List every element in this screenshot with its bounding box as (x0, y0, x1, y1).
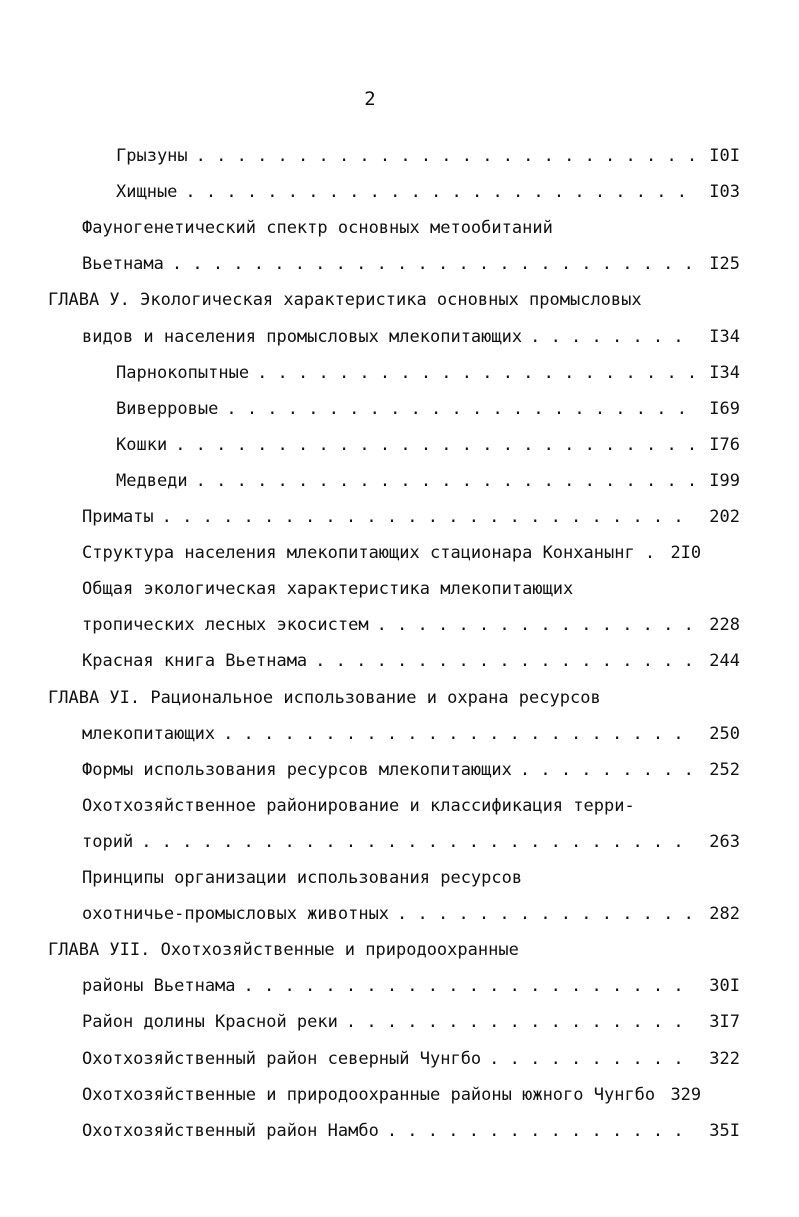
toc-entry (82, 1041, 740, 1077)
toc-entry-title: Приматы (82, 507, 154, 527)
toc-entry-page: 329 (670, 1084, 702, 1105)
toc-leader-dots (520, 752, 694, 788)
toc-entry-title: Общая экологическая характеристика млекопитающих (82, 579, 574, 600)
toc-entry-title: Структура населения млекопитающих стационара Конханынг . (82, 543, 656, 564)
toc-entry-title: ГЛАВА УII. Охотхозяйственные и природоохранные (48, 940, 519, 961)
toc-entry-page: 35I (709, 1120, 740, 1141)
toc-leader-dots (196, 138, 694, 174)
toc-entry-title: Хищные (116, 182, 178, 203)
toc-entry-page: I34 (709, 326, 740, 347)
toc-entry (48, 932, 740, 968)
toc-entry-title: Охотхозяйственные и природоохранные районы южного Чунгбо (82, 1084, 656, 1105)
toc-entry-title: ГЛАВА УI. Рациональное использование и охрана ресурсов (48, 687, 601, 708)
toc-entry-title: Парнокопытные (116, 362, 250, 383)
toc-leader-dots (257, 355, 694, 391)
toc-entry-title: Красная книга Вьетнама (82, 651, 308, 672)
toc-entry-page: 228 (709, 615, 740, 636)
toc-entry (82, 607, 740, 643)
toc-entry-title: Охотхозяйственный район Намбо (82, 1120, 379, 1141)
toc-entry (82, 1077, 740, 1113)
toc-entry (82, 752, 740, 788)
toc-entry-title: охотничье-промысловых животных (82, 904, 390, 925)
toc-entry-title: млекопитающих (82, 723, 216, 744)
toc-entry-page: 202 (709, 507, 740, 527)
toc-entry (48, 680, 740, 716)
toc-entry-title: Принципы организации использования ресурсов (82, 868, 523, 888)
toc-entry-page: 322 (709, 1048, 740, 1069)
toc-entry-page: 3I7 (709, 1012, 740, 1033)
toc-entry-page: 263 (709, 831, 740, 852)
toc-entry-page: I03 (709, 182, 740, 203)
toc-leader-dots (223, 716, 694, 752)
toc-entry (82, 535, 740, 571)
toc-leader-dots (162, 499, 694, 535)
toc-entry (82, 896, 740, 932)
toc-entry (116, 463, 740, 499)
toc-entry (82, 716, 740, 752)
toc-entry (116, 427, 740, 463)
toc-entry-title: Виверровые (116, 398, 219, 419)
toc-entry-title: Охотхозяйственное районирование и классификация терри- (82, 795, 635, 816)
toc-entry (116, 355, 740, 391)
toc-entry-page: I99 (709, 470, 740, 491)
toc-entry (116, 138, 740, 174)
toc-leader-dots (397, 896, 694, 932)
toc-entry-page: 252 (709, 759, 740, 780)
toc-leader-dots (346, 1004, 694, 1040)
toc-leader-dots (185, 174, 694, 210)
toc-entry-title: Медведи (116, 470, 188, 491)
toc-entry (82, 968, 740, 1004)
toc-entry-page: 30I (709, 976, 740, 997)
toc-entry (116, 174, 740, 210)
toc-entry-page: I76 (709, 434, 740, 455)
toc-entry-page: 2I0 (670, 543, 702, 564)
toc-entry (116, 391, 740, 427)
toc-entry-page: 244 (709, 651, 740, 672)
toc-entry-page: 250 (709, 723, 740, 744)
toc-entry (82, 319, 740, 355)
toc-entry-title: Фауногенетический спектр основных метообитаний (82, 218, 553, 239)
toc-entry-title: ГЛАВА У. Экологическая характеристика основных промысловых (48, 290, 642, 311)
toc-entry (82, 499, 740, 535)
toc-entry-title: Грызуны (116, 146, 188, 166)
toc-entry (82, 210, 740, 246)
toc-entry-title: видов и населения промысловых млекопитающих (82, 326, 523, 347)
toc-entry (82, 643, 740, 679)
toc-leader-dots (172, 246, 694, 282)
toc-leader-dots (141, 824, 694, 860)
toc-entry (48, 282, 740, 318)
toc-entry (82, 1113, 740, 1149)
toc-leader-dots (196, 463, 694, 499)
toc-entry-page: I25 (709, 254, 740, 275)
toc-entry-title: Район долины Красной реки (82, 1012, 338, 1033)
toc-entry-title: Охотхозяйственный район северный Чунгбо (82, 1048, 482, 1069)
toc-entry (82, 788, 740, 824)
toc-entry (82, 246, 740, 282)
toc-entry (82, 1004, 740, 1040)
toc-entry-page: I34 (709, 362, 740, 383)
toc-leader-dots (377, 607, 694, 643)
toc-entry-title: Кошки (116, 434, 168, 455)
toc-leader-dots (489, 1041, 694, 1077)
toc-leader-dots (530, 319, 694, 355)
toc-leader-dots (244, 968, 694, 1004)
toc-entry (82, 824, 740, 860)
toc-entry-title: Вьетнама (82, 254, 164, 275)
toc-entry-page: I69 (709, 398, 740, 419)
toc-leader-dots (315, 643, 694, 679)
toc-leader-dots (226, 391, 694, 427)
toc-entry-title: тропических лесных экосистем (82, 615, 369, 636)
toc-entry-title: торий (82, 831, 134, 852)
toc-entry-page: 282 (709, 904, 740, 925)
toc-entry-title: районы Вьетнама (82, 976, 236, 997)
toc-entry (82, 571, 740, 607)
toc-leader-dots (175, 427, 694, 463)
toc-entry-page: I0I (709, 146, 740, 166)
toc-entry-title: Формы использования ресурсов млекопитающих (82, 759, 512, 780)
toc-leader-dots (387, 1113, 694, 1149)
toc-entry (82, 860, 740, 896)
page-number: 2 (364, 88, 376, 110)
